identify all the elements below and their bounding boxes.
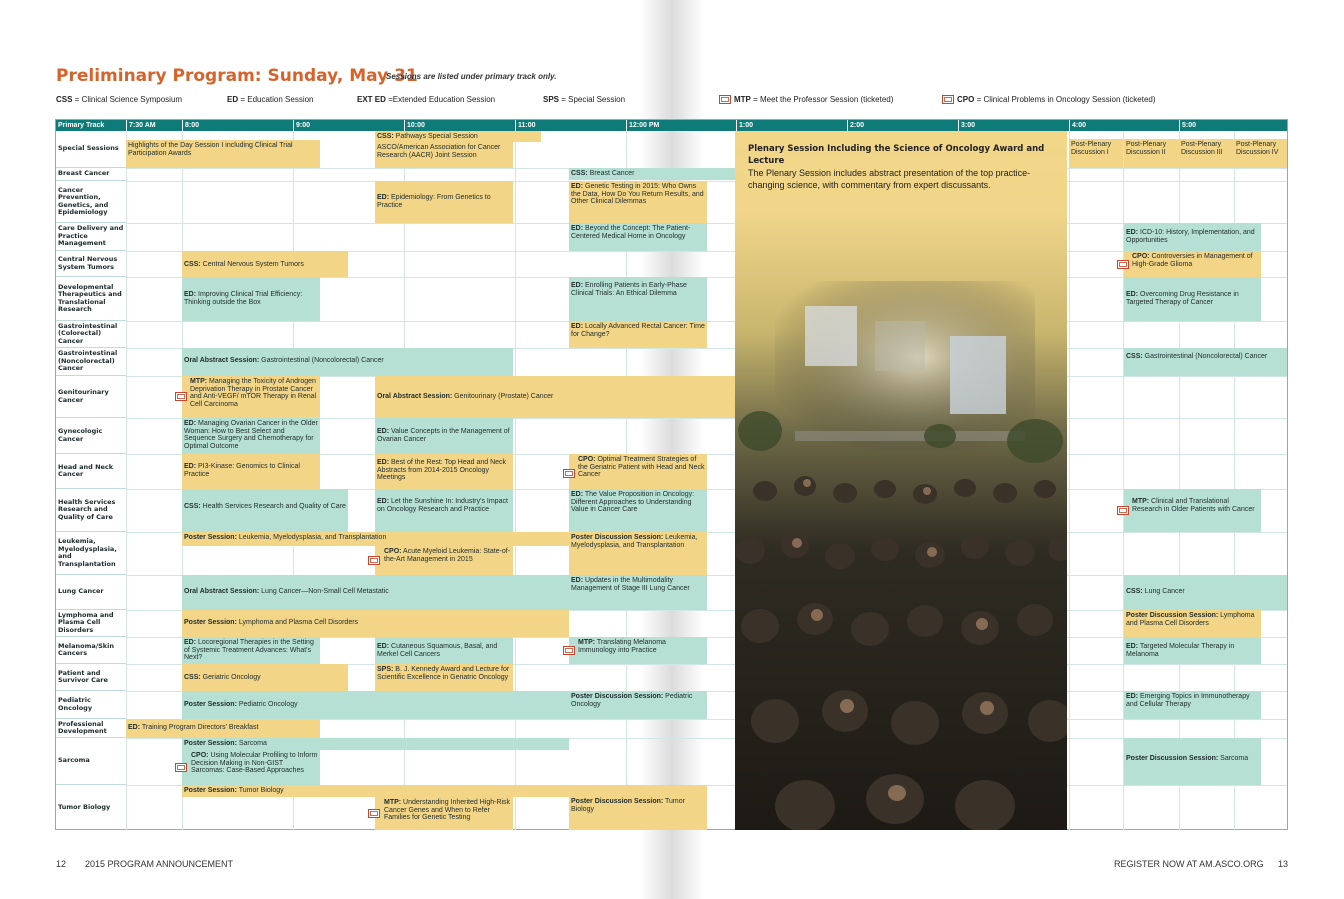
plenary-title: Plenary Session Including the Science of Oncology Award and Lecture [748,144,1045,166]
row-label: Melanoma/Skin Cancers [56,637,126,664]
session-cell[interactable]: ED: Managing Ovarian Cancer in the Older Woman: How to Best Select and Sequence Surgery and Chemotherapy for Optimal Outcome [182,418,320,454]
session-cell[interactable]: ED: Improving Clinical Trial Efficiency: Thinking outside the Box [182,277,320,321]
session-cell[interactable]: Poster Discussion Session: Sarcoma [1124,738,1261,785]
row-label: Leukemia, Myelodysplasia, and Transplantation [56,532,126,575]
row-label: Special Sessions [56,131,126,168]
legend-ed: ED = Education Session [227,95,314,104]
header-time: 11:00 [515,120,626,131]
session-cell[interactable]: Highlights of the Day Session I including Clinical Trial Participation Awards [126,140,320,168]
session-cell[interactable]: MTP: Understanding Inherited High-Risk Cancer Genes and When to Refer Families for Genetic Testing [375,797,513,830]
session-cell[interactable]: CSS: Breast Cancer [569,168,736,180]
ticket-icon [563,646,575,655]
header-time: 1:00 [736,120,847,131]
session-cell[interactable]: ED: Cutaneous Squamous, Basal, and Merkel Cell Cancers [375,637,513,664]
session-cell[interactable]: CSS: Pathways Special Session [375,131,541,142]
session-cell[interactable]: ED: The Value Proposition in Oncology: Different Approaches to Understanding Value in Cancer Care [569,489,707,532]
session-cell[interactable]: ED: Genetic Testing in 2015: Who Owns the Data, How Do You Return Results, and Other Clinical Dilemmas [569,181,707,223]
page-subtitle: Sessions are listed under primary track only. [386,72,557,81]
session-cell[interactable]: Post-Plenary Discussion III [1179,139,1234,168]
session-cell[interactable]: CSS: Gastrointestinal (Noncolorectal) Cancer [1124,348,1287,376]
row-label: Patient and Survivor Care [56,664,126,691]
row-label: Health Services Research and Quality of Care [56,489,126,532]
session-cell[interactable]: ED: Enrolling Patients in Early-Phase Clinical Trials: An Ethical Dilemma [569,277,707,321]
session-cell[interactable]: CPO: Controversies in Management of High-Grade Glioma [1124,251,1261,277]
session-cell[interactable]: CPO: Using Molecular Profiling to Inform Decision Making in Non-GIST Sarcomas: Case-Based Approaches [182,750,320,785]
right-footer-link[interactable]: REGISTER NOW AT AM.ASCO.ORG [1114,859,1264,869]
session-cell[interactable]: CSS: Lung Cancer [1124,575,1287,610]
row-label: Gastrointestinal (Noncolorectal) Cancer [56,348,126,376]
header-time: 9:00 [293,120,404,131]
ticket-icon [563,469,575,478]
header-time: 4:00 [1069,120,1179,131]
session-cell[interactable]: MTP: Managing the Toxicity of Androgen Deprivation Therapy in Prostate Cancer and Anti-VEGF/ mTOR Therapy in Renal Cell Carcinoma [182,376,320,418]
row-label: Cancer Prevention, Genetics, and Epidemiology [56,181,126,223]
header-time: 10:00 [404,120,515,131]
row-label: Lymphoma and Plasma Cell Disorders [56,610,126,637]
session-cell[interactable]: CSS: Central Nervous System Tumors [182,251,348,277]
legend-mtp: MTP = Meet the Professor Session (ticketed) [719,95,893,104]
session-cell[interactable]: ED: Beyond the Concept: The Patient-Centered Medical Home in Oncology [569,223,707,251]
session-cell[interactable]: Poster Session: Lymphoma and Plasma Cell Disorders [182,610,569,637]
ticket-icon [719,95,730,103]
session-cell[interactable]: Poster Discussion Session: Pediatric Oncology [569,691,707,719]
legend-sps: SPS = Special Session [543,95,626,104]
session-cell[interactable]: ED: Training Program Directors' Breakfast [126,719,320,738]
page-title: Preliminary Program: Sunday, May 31 [56,66,418,86]
header-time: 7:30 AM [126,120,182,131]
ticket-icon [175,392,187,401]
session-cell[interactable]: Oral Abstract Session: Gastrointestinal (Noncolorectal) Cancer [182,348,513,376]
session-cell[interactable]: SPS: B. J. Kennedy Award and Lecture for Scientific Excellence in Geriatric Oncology [375,664,513,691]
row-label: Head and Neck Cancer [56,454,126,489]
session-cell[interactable]: CSS: Geriatric Oncology [182,664,348,691]
schedule-grid [55,119,1288,830]
header-time: 8:00 [182,120,293,131]
session-cell[interactable]: ED: Updates in the Multimodality Management of Stage III Lung Cancer [569,575,707,610]
row-label: Tumor Biology [58,802,111,811]
legend-cpo: CPO = Clinical Problems in Oncology Session (ticketed) [942,95,1156,104]
row-label: Professional Development [56,719,126,738]
session-cell[interactable]: ED: Targeted Molecular Therapy in Melanoma [1124,637,1261,664]
session-cell[interactable]: Poster Discussion Session: Lymphoma and Plasma Cell Disorders [1124,610,1261,637]
session-cell[interactable]: Post-Plenary Discussion II [1124,139,1179,168]
session-cell[interactable]: ED: Locally Advanced Rectal Cancer: Time for Change? [569,321,707,348]
session-cell[interactable]: ED: Overcoming Drug Resistance in Targeted Therapy of Cancer [1124,277,1261,321]
header-time: 2:00 [847,120,958,131]
row-label: Central Nervous System Tumors [56,251,126,277]
session-cell[interactable]: ED: Value Concepts in the Management of Ovarian Cancer [375,418,513,454]
header-time: 5:00 [1179,120,1287,131]
session-cell[interactable]: ED: Best of the Rest: Top Head and Neck Abstracts from 2014-2015 Oncology Meetings [375,454,513,489]
session-cell[interactable]: MTP: Translating Melanoma Immunology into Practice [569,637,707,664]
session-cell[interactable]: ED: Emerging Topics in Immunotherapy and Cellular Therapy [1124,691,1261,719]
grid-line [515,131,516,830]
row-label: Developmental Therapeutics and Translational Research [56,277,126,321]
session-cell[interactable]: CSS: Health Services Research and Quality of Care [182,489,348,532]
plenary-photo [735,131,1067,830]
ticket-icon [942,95,953,103]
left-footer-text: 2015 PROGRAM ANNOUNCEMENT [85,859,234,869]
session-cell[interactable]: MTP: Clinical and Translational Research in Older Patients with Cancer [1124,489,1261,532]
header-primary-track: Primary Track [56,120,126,131]
right-page-number: 13 [1278,859,1289,869]
left-page-number: 12 [56,859,67,869]
ticket-icon [175,763,187,772]
row-label: Gastrointestinal (Colorectal) Cancer [56,321,126,348]
ticket-icon [1117,260,1129,269]
session-cell[interactable]: Post-Plenary Discussion I [1069,139,1123,168]
plenary-description: The Plenary Session includes abstract presentation of the top practice-changing science, with commentary from expert discussants. [748,168,1031,190]
row-label: Pediatric Oncology [56,691,126,719]
session-cell[interactable]: Poster Session: Leukemia, Myelodysplasia, and Transplantation [182,532,569,546]
row-label: Sarcoma [56,738,126,785]
session-cell[interactable]: Poster Session: Tumor Biology [182,785,569,797]
session-cell[interactable]: ED: Epidemiology: From Genetics to Practice [375,181,513,223]
row-label: Care Delivery and Practice Management [56,223,126,251]
session-cell[interactable]: Oral Abstract Session: Genitourinary (Prostate) Cancer [375,376,736,418]
session-cell[interactable]: Poster Session: Pediatric Oncology [182,691,569,719]
row-label: Gynecologic Cancer [56,418,126,454]
legend-css: CSS = Clinical Science Symposium [56,95,183,104]
row-label: Breast Cancer [56,168,126,181]
header-time: 12:00 PM [626,120,736,131]
session-cell[interactable]: ED: Locoregional Therapies in the Setting of Systemic Treatment Advances: What's Next? [182,637,320,664]
session-cell[interactable]: CPO: Optimal Treatment Strategies of the Geriatric Patient with Head and Neck Cancer [569,454,707,489]
session-cell[interactable]: ED: PI3-Kinase: Genomics to Clinical Practice [182,454,320,489]
header-time: 3:00 [958,120,1069,131]
legend-ext-ed: EXT ED =Extended Education Session [357,95,496,104]
session-cell[interactable]: Oral Abstract Session: Lung Cancer—Non-Small Cell Metastatic [182,575,569,610]
row-label: Lung Cancer [56,575,126,610]
row-label: Genitourinary Cancer [56,376,126,418]
session-cell[interactable]: ED: ICD-10: History, Implementation, and Opportunities [1124,223,1261,251]
session-cell[interactable]: Poster Session: Sarcoma [182,738,569,750]
session-cell[interactable]: Post-Plenary Discussion IV [1234,139,1287,168]
ticket-icon [368,556,380,565]
plenary-session-panel[interactable] [735,131,1067,830]
ticket-icon [368,809,380,818]
session-cell[interactable]: Poster Discussion Session: Leukemia, Myelodysplasia, and Transplantation [569,532,707,575]
session-cell[interactable]: Poster Discussion Session: Tumor Biology [569,785,707,830]
grid-line [1069,131,1070,830]
session-cell[interactable]: ASCO/American Association for Cancer Research (AACR) Joint Session [375,142,513,168]
session-cell[interactable]: CPO: Acute Myeloid Leukemia: State-of-the-Art Management in 2015 [375,546,513,575]
ticket-icon [1117,506,1129,515]
session-cell[interactable]: ED: Let the Sunshine In: Industry's Impact on Oncology Research and Practice [375,489,513,532]
